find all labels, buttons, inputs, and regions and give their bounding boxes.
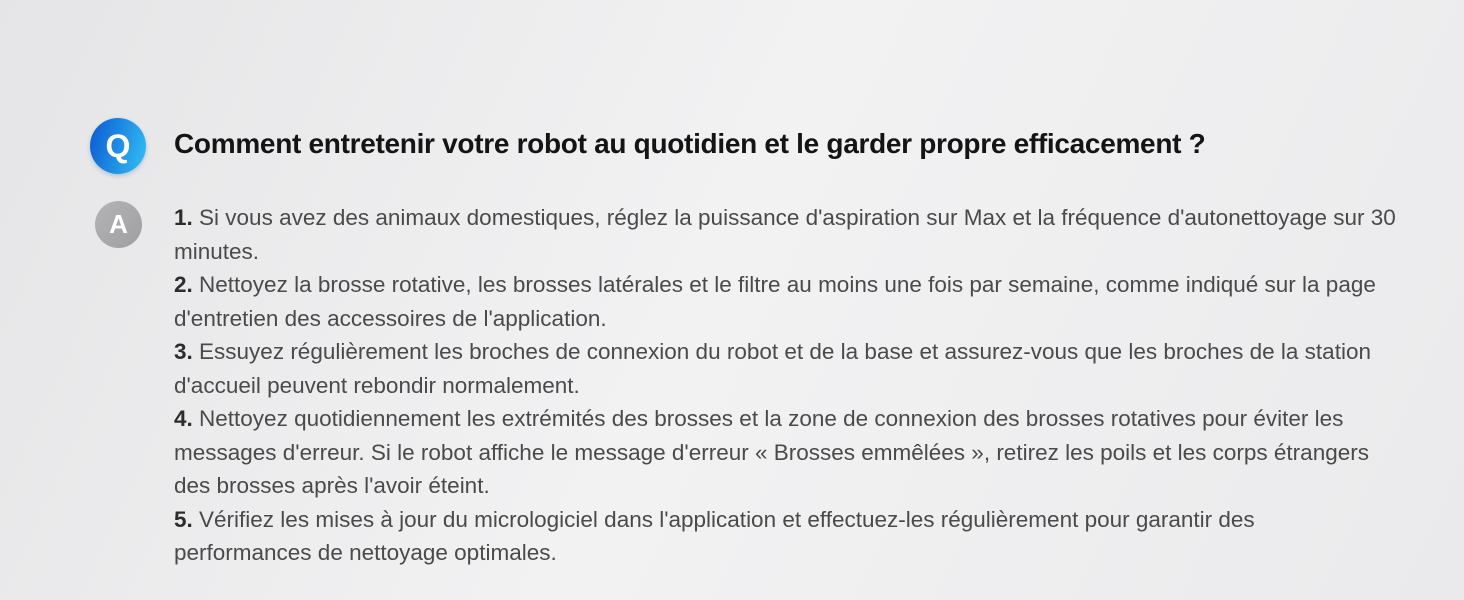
question-badge-icon [90, 118, 146, 174]
answer-item-5 [174, 503, 1396, 570]
answer-item-number: 1. [174, 205, 193, 230]
faq-question-title: Comment entretenir votre robot au quotidien et le garder propre efficacement ? [174, 128, 1206, 159]
answer-item-text: Nettoyez la brosse rotative, les brosses latérales et le filtre au moins une fois par semaine, comme indiqué sur la page d'entretien des accessoires de l'application. [174, 272, 1376, 331]
answer-item-text: Vérifiez les mises à jour du micrologiciel dans l'application et effectuez-les régulièrement pour garantir des performances de nettoyage optimales. [174, 506, 1255, 565]
question-badge-label: Q [105, 127, 131, 164]
answer-item-number: 5. [174, 506, 193, 532]
answer-item-3 [174, 335, 1396, 402]
faq-answer-block [174, 201, 1396, 570]
answer-item-text: Essuyez régulièrement les broches de connexion du robot et de la base et assurez-vous que les broches de la station d'accueil peuvent rebondir normalement. [174, 339, 1371, 398]
answer-item-number: 2. [174, 272, 193, 297]
answer-item-2 [174, 268, 1396, 335]
answer-badge-icon [95, 201, 142, 248]
answer-item-number: 3. [174, 339, 193, 364]
answer-item-4 [174, 402, 1396, 503]
answer-item-text: Si vous avez des animaux domestiques, réglez la puissance d'aspiration sur Max et la fréquence d'autonettoyage sur 30 minutes. [174, 205, 1396, 264]
answer-badge-label: A [109, 209, 128, 239]
answer-item-1 [174, 201, 1396, 268]
answer-item-text: Nettoyez quotidiennement les extrémités des brosses et la zone de connexion des brosses rotatives pour éviter les messages d'erreur. Si le robot affiche le message d'erreur « Brosses emmêlées », retirez les poils et les corps étrangers des brosses après l'avoir éteint. [174, 406, 1369, 498]
answer-item-number: 4. [174, 406, 193, 431]
